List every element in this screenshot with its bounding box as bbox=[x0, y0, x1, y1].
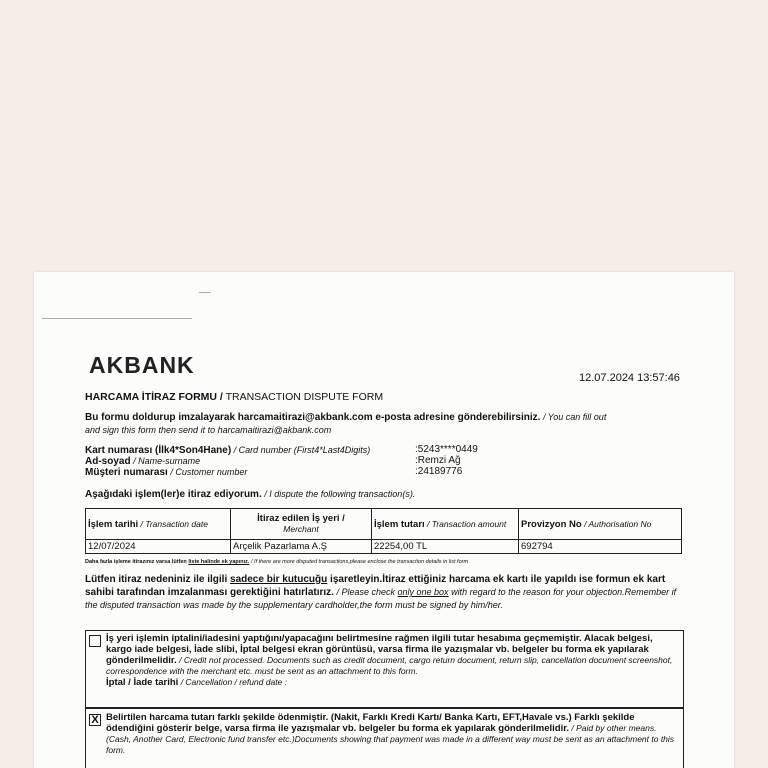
cell-date: 12/07/2024 bbox=[86, 540, 231, 554]
header-amount bbox=[372, 509, 519, 540]
field-value: :5243****0449 bbox=[415, 444, 478, 455]
option-tr: İş yeri işlemin iptalini/iadesini yaptığını/yapacağını belirtmesine rağmen ilgili tutar hesabıma geçmemiştir. Alacak belgesi, kargo iade belgesi, İade slibi, İptal belgesi ekran görüntüsü, varsa firma ile yazışmalar vb. belgeler bu forma ek yapılarak gönderilmelidir. bbox=[106, 633, 653, 666]
cell-authorisation: 692794 bbox=[519, 540, 682, 554]
option-en: / Paid by other means. (Cash, Another Card, Electronic fund transfer etc.)Documents showing that payment was made in a different way must be sent as an attachment to this form. bbox=[106, 723, 675, 755]
option-credit-not-processed[interactable] bbox=[85, 630, 684, 708]
card-fields bbox=[85, 444, 685, 477]
reason-tr-1: Lütfen itiraz nedeniniz ile ilgili bbox=[85, 574, 231, 585]
header-tr: Provizyon No bbox=[521, 518, 582, 530]
form-page bbox=[34, 272, 734, 768]
field-label-en: / Card number (First4*Last4Digits) bbox=[231, 445, 371, 455]
table-note-link: liste halinde ek yapınız. bbox=[188, 559, 250, 565]
table-header-row bbox=[86, 509, 682, 540]
akbank-logo: AKBANK bbox=[89, 352, 195, 378]
field-value: :Remzi Ağ bbox=[415, 455, 461, 466]
reason-tr-underlined: sadece bir kutucuğu bbox=[230, 574, 328, 585]
intro-text bbox=[85, 411, 685, 437]
option-en: / Credit not processed. Documents such as credit document, cargo return document, return slip, cancellation document screenshot, correspondence with the merchant etc. must be sent as an attachment to this form. bbox=[106, 655, 673, 676]
option-checkbox[interactable] bbox=[89, 635, 101, 647]
header-tr: İtiraz edilen İş yeri / bbox=[257, 513, 345, 524]
header-tr: İşlem tarihi bbox=[88, 518, 139, 530]
header-merchant bbox=[231, 509, 372, 540]
field-label-tr: Müşteri numarası bbox=[85, 467, 168, 478]
intro-en-1: / You can fill out bbox=[540, 412, 607, 422]
table-note-tr: Daha fazla işleme itirazınız varsa lütfen bbox=[85, 559, 189, 565]
dispute-statement bbox=[85, 488, 415, 501]
reason-en-underlined: only one box bbox=[397, 587, 449, 597]
option-sub-tr: İptal / İade tarihi bbox=[106, 677, 179, 688]
form-title-tr: HARCAMA İTİRAZ FORMU / bbox=[85, 391, 223, 403]
header-en: / Transaction amount bbox=[424, 518, 507, 529]
intro-en-2: and sign this form then send it to harcamaitirazi@akbank.com bbox=[85, 425, 332, 435]
header-transaction-date bbox=[86, 509, 231, 540]
print-datetime: 12.07.2024 13:57:46 bbox=[579, 372, 680, 384]
field-label-tr: Ad-soyad bbox=[85, 456, 131, 467]
header-en: / Transaction date bbox=[138, 518, 208, 529]
transaction-table bbox=[85, 508, 682, 554]
field-value: :24189776 bbox=[415, 466, 463, 477]
field-label-en: / Name-surname bbox=[130, 456, 201, 466]
table-note-en: / If there are more disputed transactions,please enclose the transaction details in list form bbox=[249, 559, 469, 565]
header-en: Merchant bbox=[283, 524, 319, 534]
form-title bbox=[85, 391, 383, 403]
table-note bbox=[85, 559, 468, 565]
field-label-tr: Kart numarası (İlk4*Son4Hane) bbox=[85, 445, 232, 456]
header-authorisation bbox=[519, 509, 682, 540]
table-row bbox=[86, 540, 682, 554]
option-tr: Belirtilen harcama tutarı farklı şekilde ödenmiştir. (Nakit, Farklı Kredi Kartı/ Banka Kartı, EFT,Havale vs.) Farklı şekilde ödendiğini gösterir belge, varsa firma ile yazışmalar vb. belgeler bu forma ek yapılarak gönderilmelidir. bbox=[106, 712, 635, 734]
cell-merchant: Arçelik Pazarlama A.Ş bbox=[231, 540, 372, 554]
header-en: / Authorisation No bbox=[581, 518, 652, 529]
option-paid-other-means[interactable] bbox=[85, 708, 684, 768]
option-sub-en: / Cancellation / refund date : bbox=[178, 677, 288, 687]
reason-en-2: with regard to the reason for your objection.Remember if the disputed transaction was made by the supplementary cardholder,the form must be signed by him/her. bbox=[85, 587, 677, 610]
field-name-surname bbox=[85, 455, 685, 466]
option-text bbox=[106, 633, 679, 688]
reason-en-1: / Please check bbox=[333, 587, 398, 597]
dispute-en: / I dispute the following transaction(s). bbox=[261, 489, 416, 499]
option-text bbox=[106, 712, 679, 756]
reason-instructions bbox=[85, 574, 685, 612]
form-title-en: TRANSACTION DISPUTE FORM bbox=[222, 391, 384, 403]
dispute-tr: Aşağıdaki işlem(ler)e itiraz ediyorum. bbox=[85, 489, 262, 500]
field-label-en: / Customer number bbox=[167, 467, 248, 477]
field-card-number bbox=[85, 444, 685, 455]
scan-artifact bbox=[42, 318, 192, 319]
field-customer-number bbox=[85, 466, 685, 477]
reason-tr-2: işaretleyin.İtiraz ettiğiniz harcama ek kartı ile yapıldı ise formun ek kart sahibi tarafından imzalanması gerektiğini hatırlatırız. bbox=[85, 574, 666, 598]
scan-artifact bbox=[199, 292, 211, 293]
option-checkbox[interactable]: X bbox=[89, 714, 101, 726]
cell-amount: 22254,00 TL bbox=[372, 540, 519, 554]
header-tr: İşlem tutarı bbox=[374, 518, 425, 530]
intro-tr: Bu formu doldurup imzalayarak harcamaitirazi@akbank.com e-posta adresine gönderebilirsiniz. bbox=[85, 412, 541, 423]
